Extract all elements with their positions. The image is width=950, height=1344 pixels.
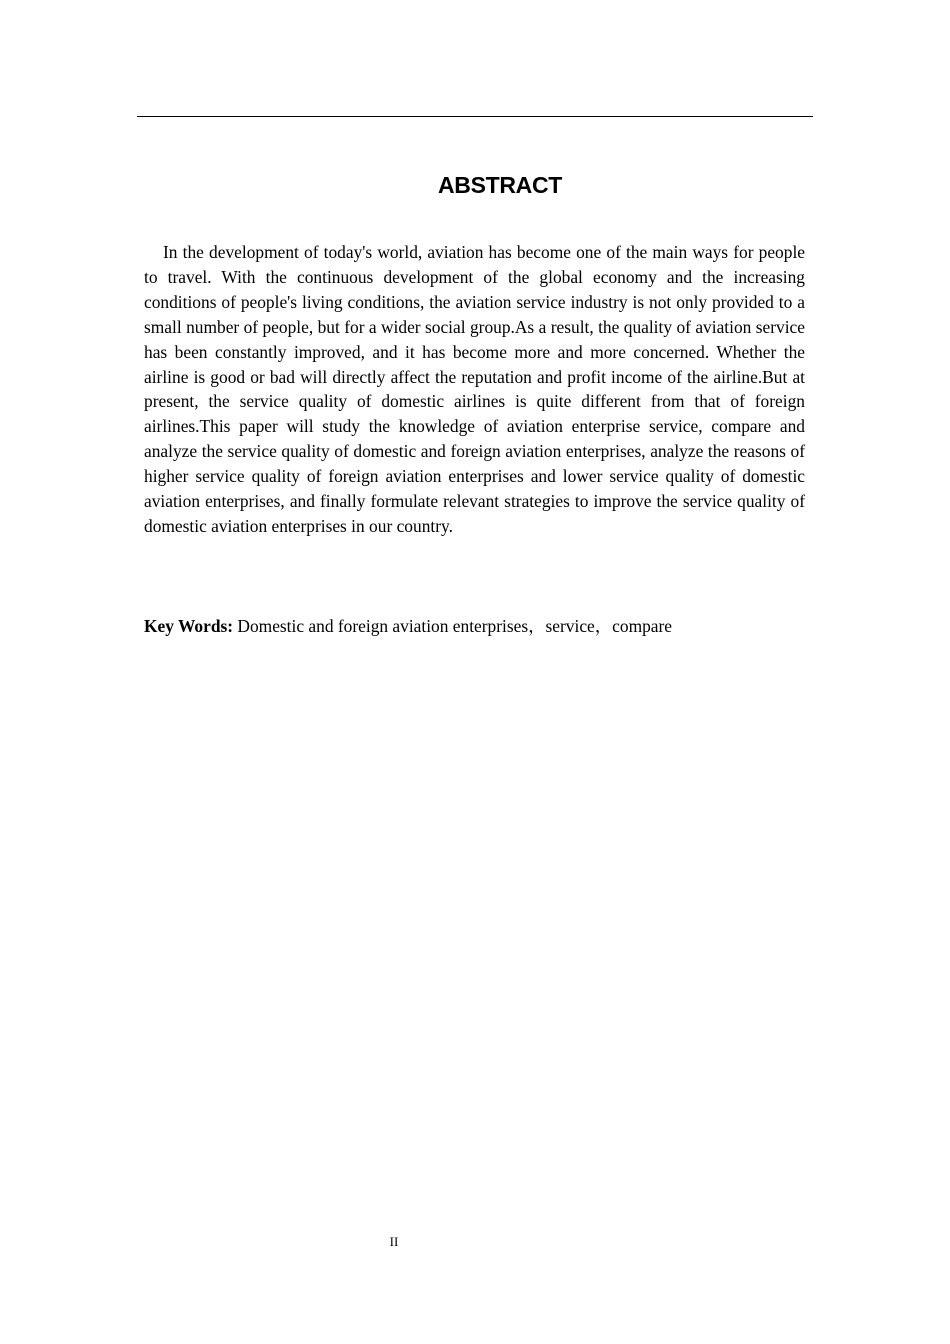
header-rule [137, 116, 813, 117]
abstract-title: ABSTRACT [437, 172, 563, 198]
page-number: II [389, 1234, 399, 1249]
keywords-text: Domestic and foreign aviation enterprises，service，compare [233, 616, 673, 636]
abstract-paragraph: In the development of today's world, aviation has become one of the main ways for people to travel. With the continuous development of the global economy and the increasing conditions of people's living conditions, the aviation service industry is not only provided to a small number of people, but for a wider social group.As a result, the quality of aviation service has been constantly improved, and it has become more and more concerned. Whether the airline is good or bad will directly affect the reputation and profit income of the airline.But at present, the service quality of domestic airlines is quite different from that of foreign airlines.This paper will study the knowledge of aviation enterprise service, compare and analyze the service quality of domestic and foreign aviation enterprises, analyze the reasons of higher service quality of foreign aviation enterprises and lower service quality of domestic aviation enterprises, and finally formulate relevant strategies to improve the service quality of domestic aviation enterprises in our country. [144, 242, 805, 536]
keywords-line [144, 614, 805, 639]
keywords-label: Key Words: [144, 616, 234, 636]
